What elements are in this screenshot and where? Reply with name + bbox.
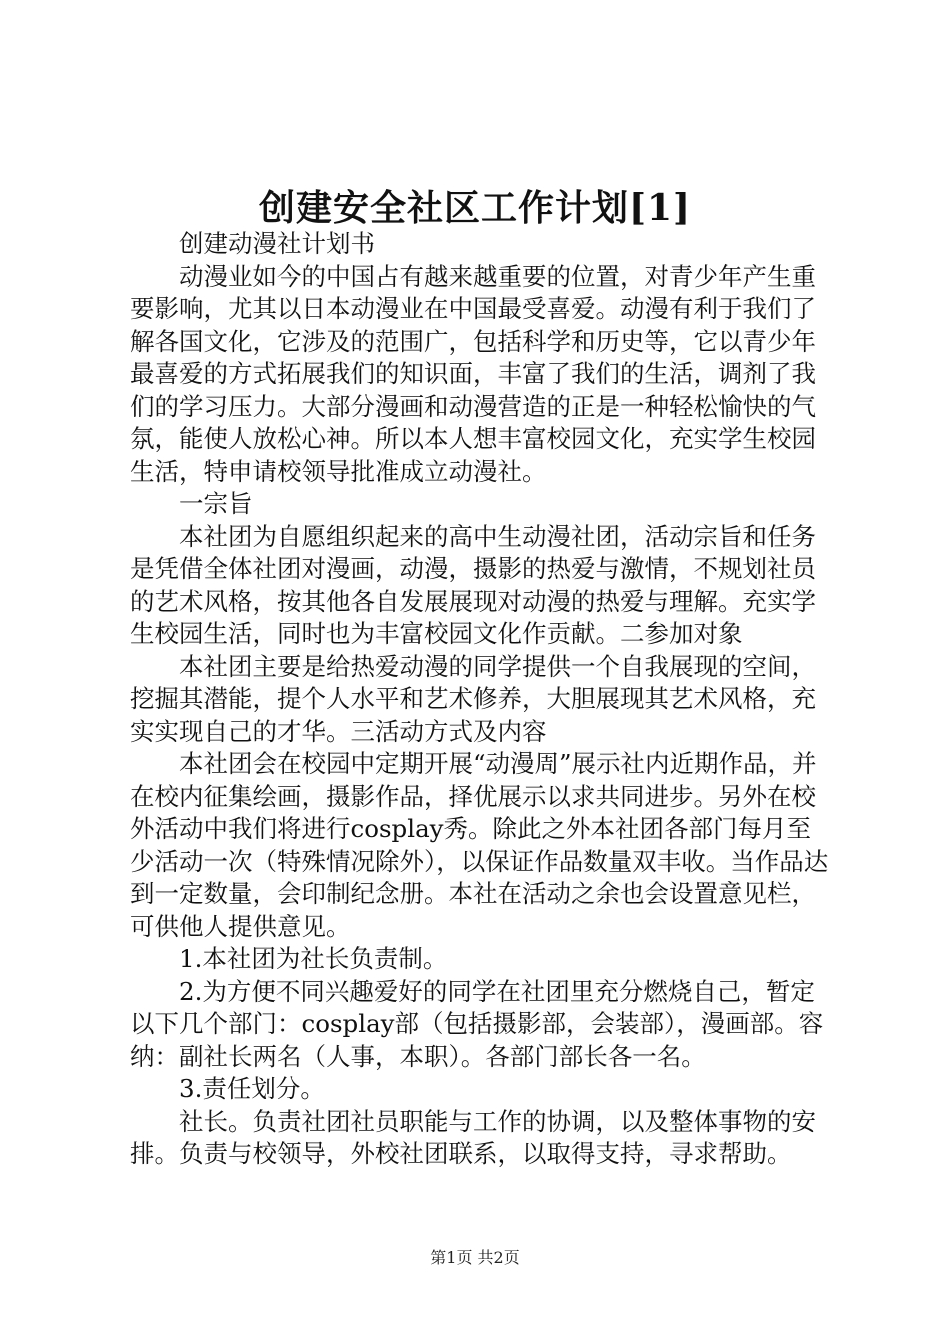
paragraph-item-1: 1.本社团为社长负责制。 bbox=[179, 944, 448, 973]
document-body bbox=[130, 228, 830, 1171]
document-title: 创建安全社区工作计划[1] bbox=[258, 187, 692, 229]
paragraph-intro: 动漫业如今的中国占有越来越重要的位置，对青少年产生重要影响，尤其以日本动漫业在中国最受喜爱。动漫有利于我们了解各国文化，它涉及的范围广，包括科学和历史等，它以青少年最喜爱的方式拓展我们的知识面，丰富了我们的生活，调剂了我们的学习压力。大部分漫画和动漫营造的正是一种轻松愉快的气氛，能使人放松心神。所以本人想丰富校园文化，充实学生校园生活，特申请校领导批准成立动漫社。 bbox=[130, 261, 816, 486]
paragraph-participants: 本社团主要是给热爱动漫的同学提供一个自我展现的空间，挖掘其潜能，提个人水平和艺术修养，大胆展现其艺术风格，充实实现自己的才华。三活动方式及内容 bbox=[130, 651, 816, 746]
paragraph-item-3: 3.责任划分。 bbox=[179, 1074, 325, 1103]
paragraph-purpose: 本社团为自愿组织起来的高中生动漫社团，活动宗旨和任务是凭借全体社团对漫画，动漫，摄影的热爱与激情，不规划社员的艺术风格，按其他各自发展展现对动漫的热爱与理解。充实学生校园生活，同时也为丰富校园文化作贡献。二参加对象 bbox=[130, 521, 816, 648]
paragraph-activities: 本社团会在校园中定期开展“动漫周”展示社内近期作品，并在校内征集绘画，摄影作品，择优展示以求共同进步。另外在校外活动中我们将进行cosplay秀。除此之外本社团各部门每月至少活动一次（特殊情况除外），以保证作品数量双丰收。当作品达到一定数量，会印制纪念册。本社在活动之余也会设置意见栏，可供他人提供意见。 bbox=[130, 749, 829, 941]
paragraph-president: 社长。负责社团社员职能与工作的协调，以及整体事物的安排。负责与校领导，外校社团联系，以取得支持，寻求帮助。 bbox=[130, 1106, 816, 1168]
page-footer: 第1页 共2页 bbox=[430, 1248, 520, 1267]
paragraph-item-2: 2.为方便不同兴趣爱好的同学在社团里充分燃烧自己，暂定以下几个部门：cosplay部（包括摄影部，会装部），漫画部。容纳：副社长两名（人事，本职）。各部门部长各一名。 bbox=[130, 976, 824, 1071]
paragraph-subtitle: 创建动漫社计划书 bbox=[179, 229, 375, 258]
paragraph-heading-purpose: 一宗旨 bbox=[179, 489, 253, 518]
